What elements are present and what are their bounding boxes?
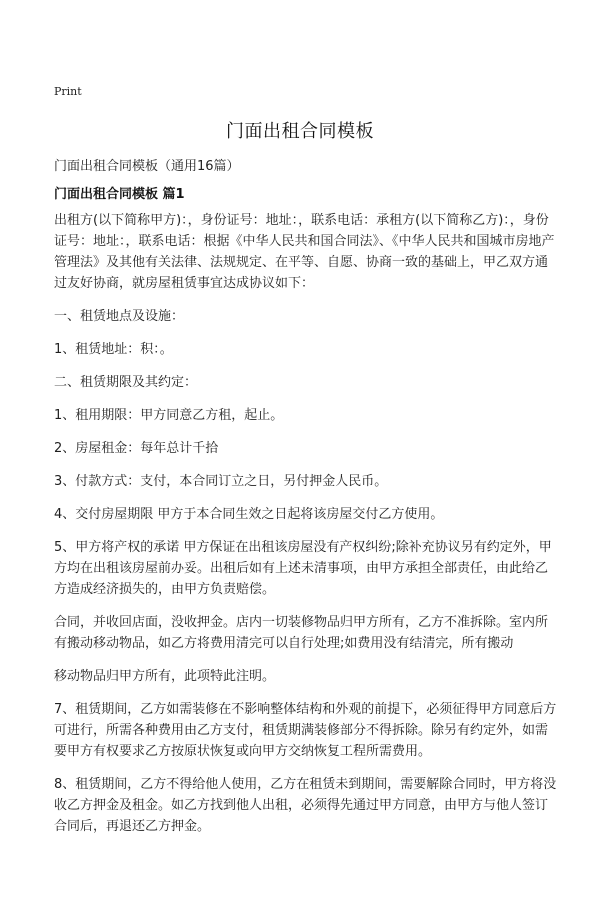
paragraph: 3、付款方式：支付，本合同订立之日，另付押金人民币。 [54, 474, 388, 489]
page-title: 门面出租合同模板 [226, 121, 374, 142]
paragraph: 移动物品归甲方所有，此项特此注明。 [54, 669, 276, 684]
paragraph: 5、甲方将产权的承诺 甲方保证在出租该房屋没有产权纠纷;除补充协议另有约定外，甲方均在出租该房屋前办妥。出租后如有上述未清事项，由甲方承担全部责任，由此给乙方造成经济损失的，由甲方负责赔偿。 [54, 540, 552, 597]
paragraph: 二、租赁期限及其约定： [54, 375, 198, 390]
paragraph: 8、租赁期间，乙方不得给他人使用，乙方在租赁未到期间，需要解除合同时，甲方将没收乙方押金及租金。如乙方找到他人出租，必须得先通过甲方同意，由甲方与他人签订合同后，再退还乙方押金。 [54, 777, 557, 834]
paragraph: 合同，并收回店面，没收押金。店内一切装修物品归甲方所有，乙方不准拆除。室内所有搬动移动物品，如乙方将费用清完可以自行处理;如费用没有结清完，所有搬动 [54, 615, 549, 651]
section-heading: 门面出租合同模板 篇1 [54, 187, 185, 202]
paragraph: 1、租赁地址：积：。 [54, 342, 173, 357]
paragraph: 一、租赁地点及设施： [54, 309, 185, 324]
paragraph: 出租方(以下简称甲方)：，身份证号：地址：，联系电话：承租方(以下简称乙方)：，身份证号：地址：，联系电话：根据《中华人民共和国合同法》、《中华人民共和国城市房地产管理法》及其他有关法律、法规规定、在平等、自愿、协商一致的基础上，甲乙双方通过友好协商，就房屋租赁事宜达成协议如下： [54, 213, 555, 291]
paragraph: 1、租用期限：甲方同意乙方租，起止。 [54, 408, 284, 423]
paragraph: 4、交付房屋期限 甲方于本合同生效之日起将该房屋交付乙方使用。 [54, 507, 444, 522]
paragraph: 7、租赁期间，乙方如需装修在不影响整体结构和外观的前提下，必须征得甲方同意后方可进行，所需各种费用由乙方支付，租赁期满装修部分不得拆除。除另有约定外，如需要甲方有权要求乙方按原状恢复或向甲方交纳恢复工程所需费用。 [54, 702, 557, 759]
document-body [54, 210, 560, 849]
paragraph: 2、房屋租金：每年总计千拾 [54, 441, 219, 456]
document-subtitle: 门面出租合同模板（通用16篇） [54, 159, 240, 174]
print-label[interactable]: Print [54, 85, 82, 98]
